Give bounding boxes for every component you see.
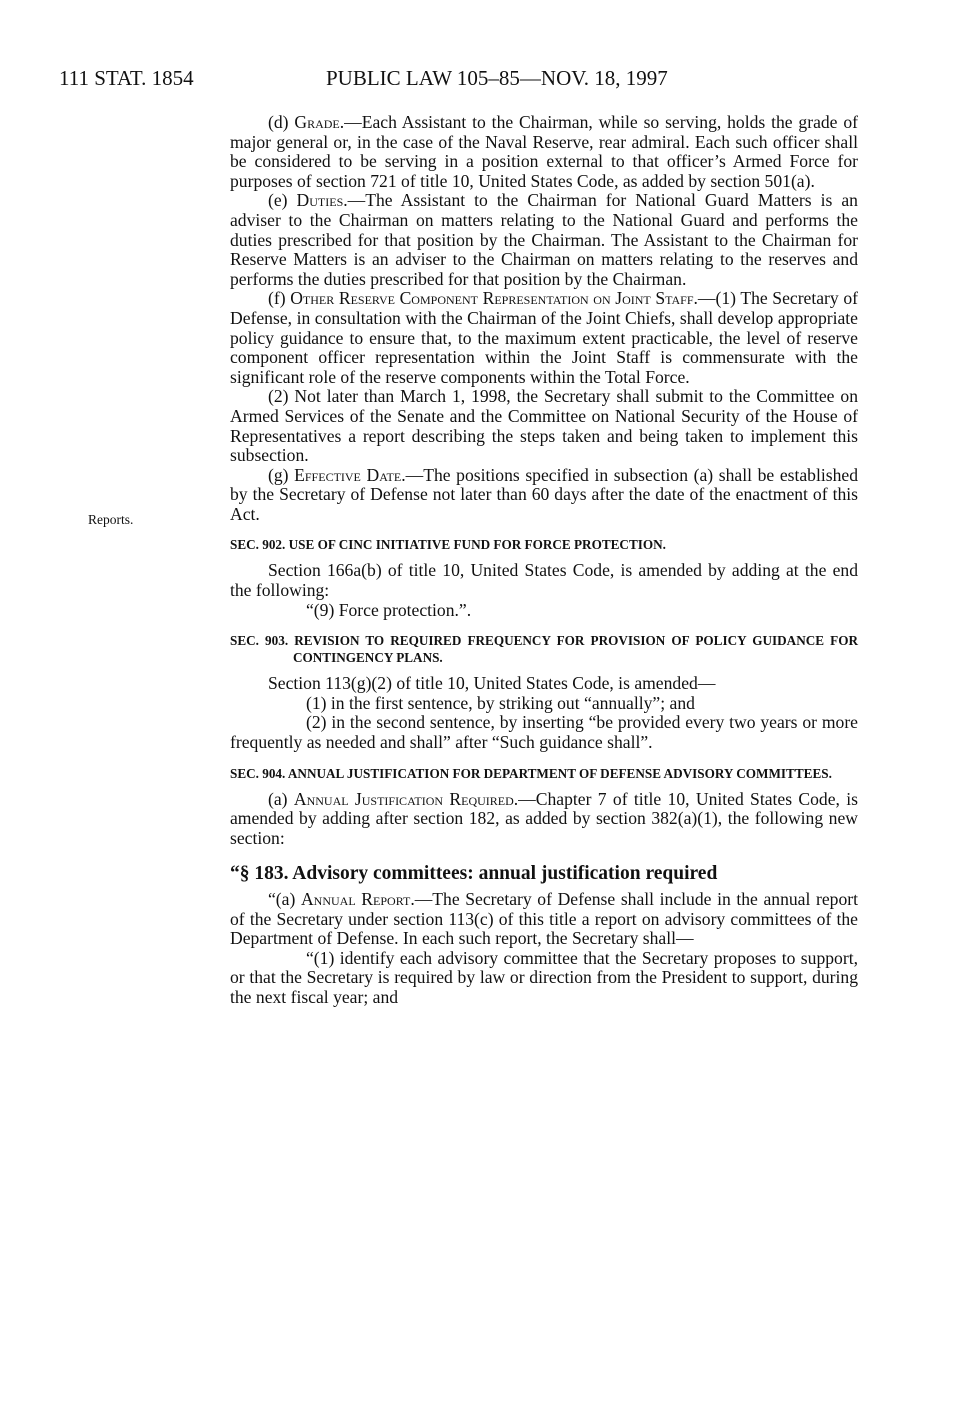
section-903-heading: SEC. 903. REVISION TO REQUIRED FREQUENCY FOR PROVISION OF POLICY GUIDANCE FOR CONTINGENCY PLANS.: [230, 633, 858, 666]
subsection-g: (g) Effective Date.—The positions specified in subsection (a) shall be established by the Secretary of Defense not later than 60 days after the date of the enactment of this Act.: [230, 464, 859, 524]
section-183-item-1: “(1) identify each advisory committee that the Secretary proposes to support, or that the Secretary is required by law or direction from the President to support, during the next fiscal year; and: [230, 947, 858, 1007]
section-904-heading: SEC. 904. ANNUAL JUSTIFICATION FOR DEPARTMENT OF DEFENSE ADVISORY COMMITTEES.: [230, 765, 832, 781]
margin-note: Reports.: [88, 512, 134, 527]
running-header: PUBLIC LAW 105–85—NOV. 18, 1997: [326, 66, 668, 90]
subsection-d: (d) Grade.—Each Assistant to the Chairman, while so serving, holds the grade of major general or, in the case of the Naval Reserve, rear admiral. Each such officer shall be considered to be serving in a position external to that officer’s Armed Force for purposes of section 721 of title 10, United States Code, as added by section 501(a).: [230, 112, 858, 191]
section-902-heading: SEC. 902. USE OF CINC INITIATIVE FUND FOR FORCE PROTECTION.: [230, 537, 666, 553]
section-904-subsection-a: (a) Annual Justification Required.—Chapter 7 of title 10, United States Code, is amended by adding after section 182, as added by section 382(a)(1), the following new section:: [230, 788, 858, 848]
section-903-item-1: (1) in the first sentence, by striking out “annually”; and: [306, 692, 695, 713]
section-903-text: Section 113(g)(2) of title 10, United States Code, is amended—: [268, 673, 716, 694]
document-body: [230, 113, 858, 1008]
subsection-f-2: (2) Not later than March 1, 1998, the Secretary shall submit to the Committee on Armed Services of the Senate and the Committee on National Security of the House of Representatives a report describing the steps taken and being taken to implement this subsection.: [230, 386, 858, 466]
section-903-item-2: (2) in the second sentence, by inserting “be provided every two years or more frequently as needed and shall” after “Such guidance shall”.: [230, 712, 858, 753]
section-183-subsection-a: “(a) Annual Report.—The Secretary of Defense shall include in the annual report of the Secretary under section 113(c) of this title a report on advisory committees of the Department of Defense. In each such report, the Secretary shall—: [230, 889, 858, 949]
section-183-heading: “§ 183. Advisory committees: annual justification required: [230, 863, 718, 885]
section-902-quote: “(9) Force protection.”.: [306, 599, 472, 620]
statute-page-number: 111 STAT. 1854: [59, 66, 194, 90]
section-902-text: Section 166a(b) of title 10, United States Code, is amended by adding at the end the following:: [230, 560, 858, 601]
subsection-e: (e) Duties.—The Assistant to the Chairman for National Guard Matters is an adviser to the Chairman on matters relating to the National Guard and performs the duties prescribed for that position by the Chairman. The Assistant to the Chairman for Reserve Matters is an adviser to the Chairman on matters relating to the reserves and performs the duties prescribed for that position by the Chairman.: [230, 190, 858, 289]
subsection-f: (f) Other Reserve Component Representation on Joint Staff.—(1) The Secretary of Defense, in consultation with the Chairman of the Joint Chiefs, shall develop appropriate policy guidance to ensure that, to the maximum extent practicable, the level of reserve component officer representation within the Joint Staff is commensurate with the significant role of the reserve components within the Total Force.: [230, 288, 858, 387]
